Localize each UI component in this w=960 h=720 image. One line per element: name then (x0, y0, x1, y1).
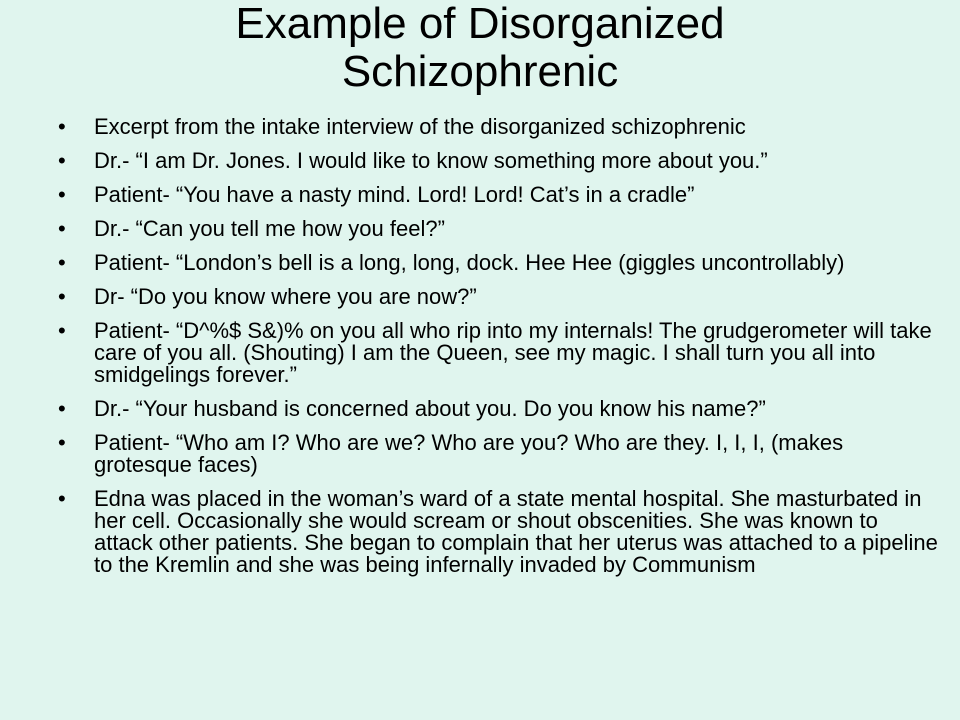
bullet-item (58, 218, 938, 240)
bullet-item (58, 286, 938, 308)
bullet-text: Dr.- “I am Dr. Jones. I would like to know something more about you.” (94, 148, 768, 173)
bullet-text: Patient- “Who am I? Who are we? Who are you? Who are they. I, I, I, (makes grotesque faces) (94, 430, 844, 477)
bullet-item (58, 488, 938, 576)
bullet-marker: • (58, 114, 66, 139)
bullet-item (58, 150, 938, 172)
bullet-list (58, 116, 938, 588)
bullet-text: Patient- “D^%$ S&)% on you all who rip into my internals! The grudgerometer will take care of you all. (Shouting) I am the Queen, see my magic. I shall turn you all into smidgelings forever.” (94, 318, 932, 387)
bullet-text: Patient- “London’s bell is a long, long, dock. Hee Hee (giggles uncontrollably) (94, 250, 845, 275)
bullet-item (58, 116, 938, 138)
bullet-text: Dr- “Do you know where you are now?” (94, 284, 477, 309)
slide-title-line-2: Schizophrenic (341, 47, 619, 96)
bullet-item (58, 320, 938, 386)
slide-title-line-1: Example of Disorganized (235, 0, 725, 48)
bullet-marker: • (58, 486, 66, 511)
bullet-marker: • (58, 250, 66, 275)
bullet-marker: • (58, 396, 66, 421)
bullet-text: Patient- “You have a nasty mind. Lord! Lord! Cat’s in a cradle” (94, 182, 695, 207)
bullet-marker: • (58, 182, 66, 207)
bullet-text: Dr.- “Can you tell me how you feel?” (94, 216, 445, 241)
bullet-marker: • (58, 318, 66, 343)
bullet-text: Edna was placed in the woman’s ward of a state mental hospital. She masturbated in her cell. Occasionally she would scream or shout obscenities. She was known to attack other patients. She began to complain that her uterus was attached to a pipeline to the Kremlin and she was being infernally invaded by Communism (94, 486, 938, 577)
bullet-item (58, 184, 938, 206)
bullet-item (58, 398, 938, 420)
bullet-marker: • (58, 430, 66, 455)
bullet-text: Excerpt from the intake interview of the disorganized schizophrenic (94, 114, 746, 139)
bullet-item (58, 432, 938, 476)
bullet-marker: • (58, 148, 66, 173)
slide-title (90, 0, 870, 96)
bullet-marker: • (58, 216, 66, 241)
bullet-marker: • (58, 284, 66, 309)
bullet-text: Dr.- “Your husband is concerned about you. Do you know his name?” (94, 396, 766, 421)
bullet-item (58, 252, 938, 274)
